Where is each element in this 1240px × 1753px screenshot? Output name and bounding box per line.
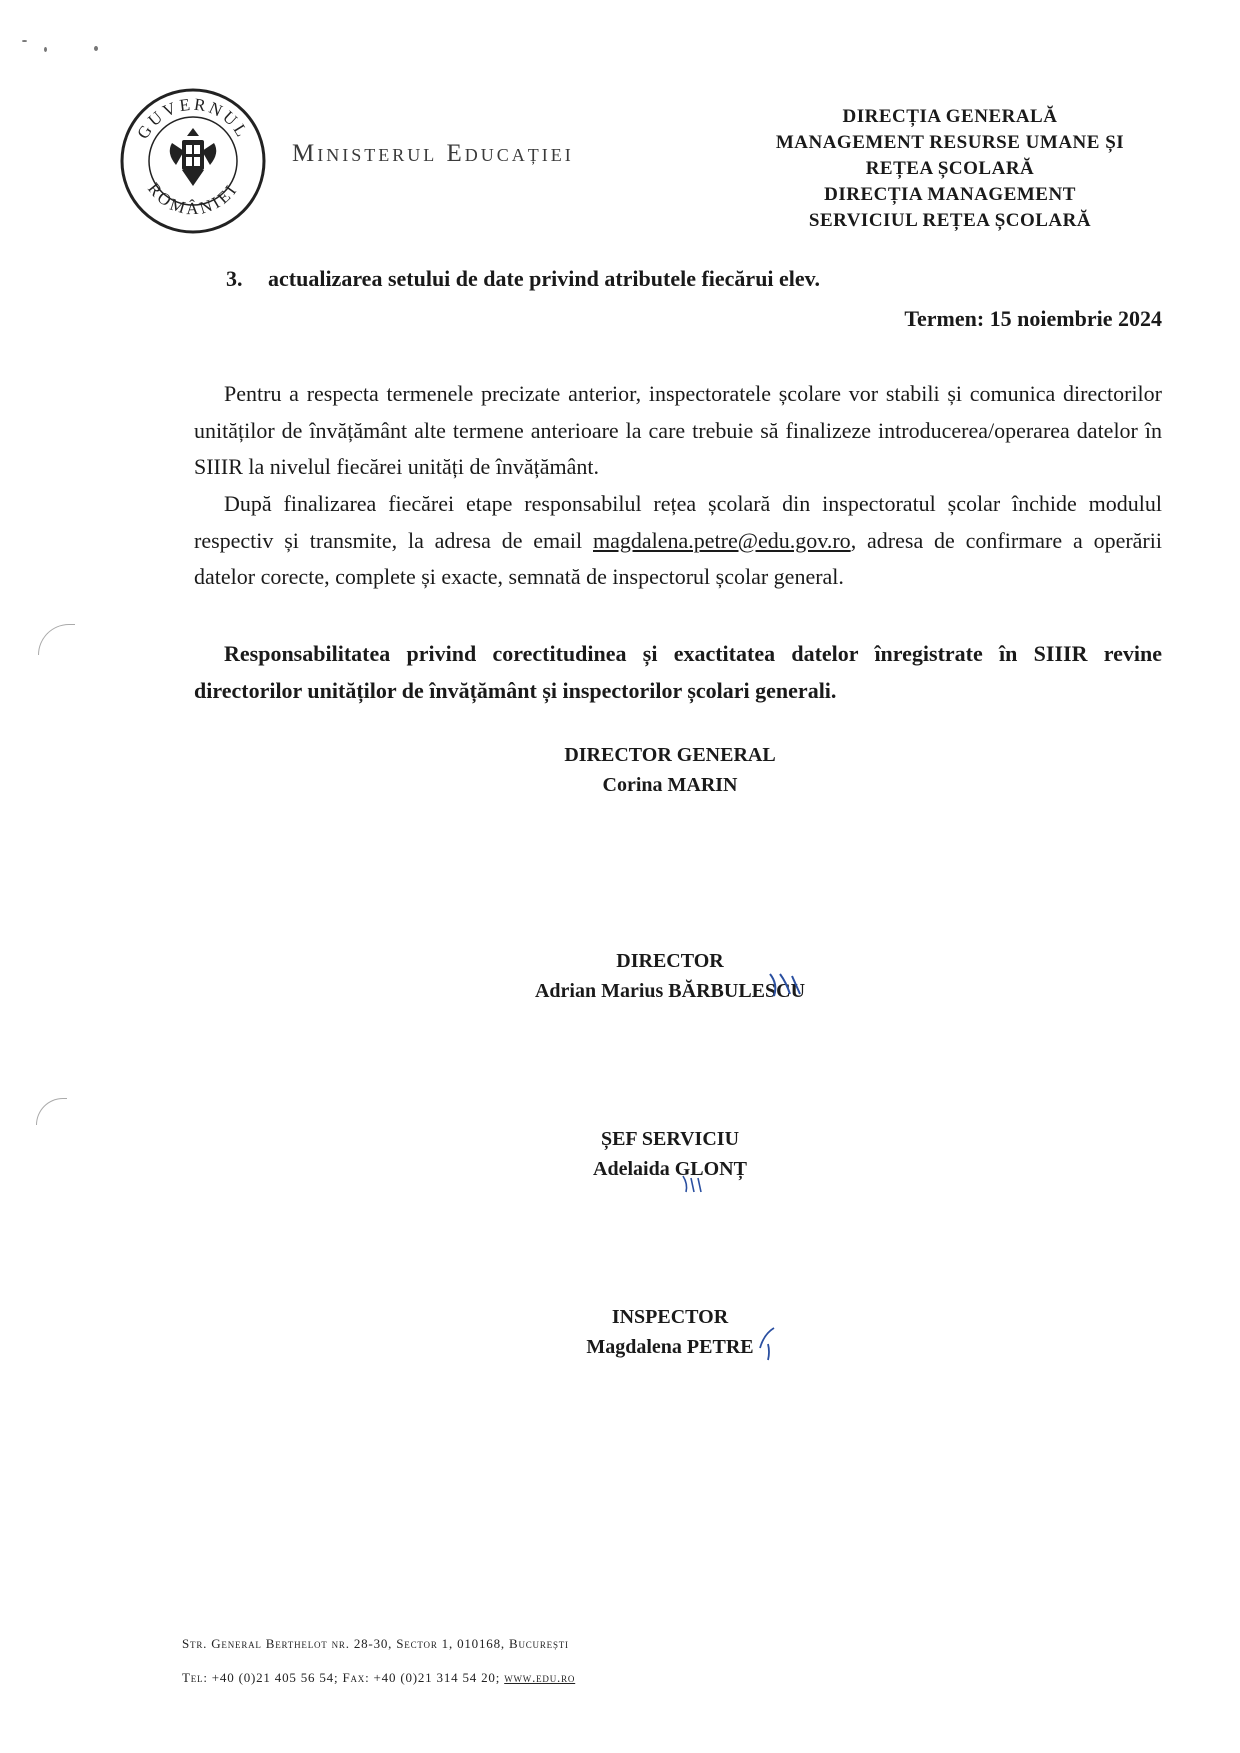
scan-speck <box>44 47 47 52</box>
svg-text:GUVERNUL: GUVERNUL <box>133 94 253 143</box>
footer-address: Str. General Berthelot nr. 28-30, Sector 1, 010168, București <box>182 1636 569 1651</box>
scan-speck <box>94 46 98 51</box>
list-item-number: 3. <box>226 266 243 291</box>
signature-block <box>370 1302 970 1362</box>
signature-title: ȘEF SERVICIU <box>600 1128 740 1150</box>
directorate-line: SERVICIUL REȚEA ȘCOLARĂ <box>808 210 1092 231</box>
svg-text:ROMÂNIEI: ROMÂNIEI <box>144 179 242 219</box>
handwritten-initials <box>766 970 806 1000</box>
signature-name: Adelaida GLONȚ <box>593 1158 747 1180</box>
handwritten-initials <box>680 1172 706 1194</box>
signature-block <box>370 740 970 800</box>
website-link[interactable]: www.edu.ro <box>504 1670 576 1685</box>
paragraph-confirmation <box>194 486 1162 596</box>
scan-mark <box>38 624 75 655</box>
signature-name: Corina MARIN <box>602 774 738 796</box>
signature-block <box>370 1124 970 1184</box>
paragraph-text: După finalizarea fiecărei etape responsabilul rețea școlară din inspectoratul școlar închide modulul respectiv și transmite, la adresa de email <box>194 491 1162 553</box>
footer-contact <box>182 1670 575 1686</box>
directorate-header <box>740 104 1160 234</box>
signature-title: INSPECTOR <box>611 1306 729 1328</box>
footer-contact-text: Tel: +40 (0)21 405 56 54; Fax: +40 (0)21 314 54 20; <box>182 1670 505 1685</box>
directorate-line: MANAGEMENT RESURSE UMANE ȘI <box>775 132 1125 153</box>
directorate-line: REȚEA ȘCOLARĂ <box>865 158 1035 179</box>
ministry-name: Ministerul Educației <box>292 140 574 167</box>
directorate-line: DIRECȚIA GENERALĂ <box>842 106 1058 127</box>
paragraph-text: , adresa de confirmare a operării datelor corecte, complete și exacte, semnată de inspectorul școlar general. <box>194 527 1162 589</box>
signature-title: DIRECTOR <box>616 950 724 972</box>
directorate-line: DIRECȚIA MANAGEMENT <box>824 184 1076 205</box>
scan-mark <box>36 1098 67 1125</box>
email-link[interactable]: magdalena.petre@edu.gov.ro <box>593 527 851 553</box>
paragraph-responsibility: Responsabilitatea privind corectitudinea și exactitatea datelor înregistrate în SIIIR revine directorilor unităților de învățământ și inspectorilor școlari generali. <box>194 641 1162 703</box>
signature-name: Adrian Marius BĂRBULESCU <box>534 980 806 1002</box>
paragraph-deadlines: Pentru a respecta termenele precizate anterior, inspectoratele școlare vor stabili și comunica directorilor unităților de învățământ alte termene anterioare la care trebuie să finalizeze introducerea/operarea datelor în SIIIR la nivelul fiecărei unități de învățământ. <box>194 381 1162 479</box>
deadline: Termen: 15 noiembrie 2024 <box>904 306 1162 331</box>
signature-name: Magdalena PETRE <box>586 1336 754 1358</box>
scan-speck <box>22 40 27 42</box>
signature-title: DIRECTOR GENERAL <box>564 744 776 766</box>
signature-block <box>370 946 970 1006</box>
list-item-text: actualizarea setului de date privind atributele fiecărui elev. <box>268 266 820 291</box>
government-seal <box>120 88 266 234</box>
list-item-3 <box>226 266 820 292</box>
handwritten-initials <box>752 1324 780 1364</box>
